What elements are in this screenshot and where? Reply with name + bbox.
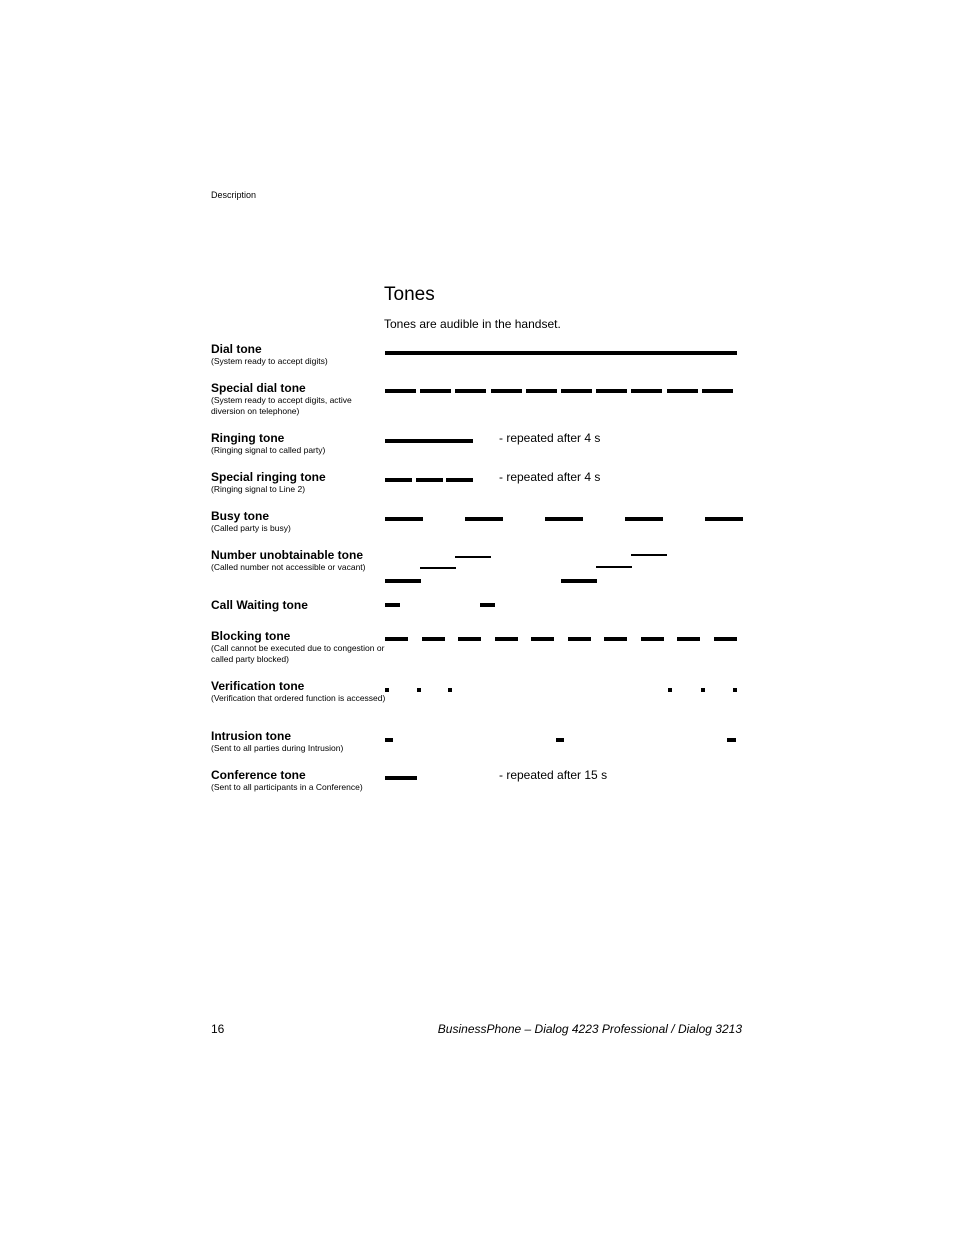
tone-pulse xyxy=(668,688,672,692)
tone-pulse xyxy=(495,637,518,641)
tone-description: (Call cannot be executed due to congestion or called party blocked) xyxy=(211,643,385,664)
tone-pulse xyxy=(545,517,583,521)
tone-pulse xyxy=(733,688,737,692)
tone-pulse xyxy=(625,517,663,521)
tone-name: Intrusion tone xyxy=(211,729,291,743)
page-title: Tones xyxy=(384,284,435,305)
tone-name: Busy tone xyxy=(211,509,270,523)
tone-pulse xyxy=(417,688,421,692)
tone-pulse xyxy=(568,637,591,641)
tone-pulse xyxy=(556,738,564,742)
tone-pulse xyxy=(385,478,412,482)
tone-pulse xyxy=(631,554,667,556)
tone-pulse xyxy=(677,637,700,641)
tone-name: Blocking tone xyxy=(211,629,291,643)
tone-pulse xyxy=(455,389,486,393)
tone-description: (Ringing signal to called party) xyxy=(211,445,326,455)
page-number: 16 xyxy=(211,1022,225,1036)
tone-pulse xyxy=(416,478,443,482)
tone-pulse xyxy=(455,556,491,558)
tone-pulse xyxy=(385,637,408,641)
tone-pulse xyxy=(705,517,743,521)
tone-name: Special dial tone xyxy=(211,381,306,395)
tone-name: Conference tone xyxy=(211,768,306,782)
tone-pulse xyxy=(714,637,737,641)
tone-description: (System ready to accept digits, active diversion on telephone) xyxy=(211,395,352,416)
tone-description: (Sent to all parties during Intrusion) xyxy=(211,743,344,753)
tone-pulse xyxy=(631,389,662,393)
tone-pulse xyxy=(385,688,389,692)
tone-pulse xyxy=(491,389,522,393)
tone-name: Number unobtainable tone xyxy=(211,548,364,562)
tone-pulse xyxy=(420,567,456,569)
tone-repeat-note: - repeated after 4 s xyxy=(499,470,601,484)
tone-pulse xyxy=(480,603,495,607)
tone-pulse xyxy=(641,637,664,641)
tone-pulse xyxy=(561,579,597,583)
tone-pulse xyxy=(531,637,554,641)
tone-name: Special ringing tone xyxy=(211,470,326,484)
tone-name: Ringing tone xyxy=(211,431,285,445)
section-label: Description xyxy=(211,190,257,200)
tone-pulse xyxy=(385,439,473,443)
tone-description: (Sent to all participants in a Conference) xyxy=(211,782,363,792)
tone-pulse xyxy=(385,389,416,393)
tone-pulse xyxy=(596,389,627,393)
tone-pulse xyxy=(561,389,592,393)
tone-description: (Ringing signal to Line 2) xyxy=(211,484,306,494)
intro-text: Tones are audible in the handset. xyxy=(384,317,561,331)
tone-description: (System ready to accept digits) xyxy=(211,356,328,366)
tone-pulse xyxy=(526,389,557,393)
tone-name: Verification tone xyxy=(211,679,305,693)
tone-pulse xyxy=(385,351,737,355)
tone-description: (Called party is busy) xyxy=(211,523,291,533)
tone-description: (Called number not accessible or vacant) xyxy=(211,562,366,572)
tone-pulse xyxy=(385,603,400,607)
tone-pulse xyxy=(701,688,705,692)
tone-pulse xyxy=(702,389,733,393)
tone-repeat-note: - repeated after 4 s xyxy=(499,431,601,445)
tone-pulse xyxy=(458,637,481,641)
tone-name: Call Waiting tone xyxy=(211,598,308,612)
tone-description: (Verification that ordered function is accessed) xyxy=(211,693,386,703)
tone-pulse xyxy=(385,517,423,521)
tone-pulse xyxy=(422,637,445,641)
tone-pulse xyxy=(727,738,736,742)
tone-pulse xyxy=(385,776,417,780)
footer-document-title: BusinessPhone – Dialog 4223 Professional / Dialog 3213 xyxy=(437,1022,742,1036)
tone-pulse xyxy=(420,389,451,393)
tone-pulse xyxy=(667,389,698,393)
tone-pulse xyxy=(465,517,503,521)
tone-pulse xyxy=(448,688,452,692)
tone-pulse xyxy=(446,478,473,482)
tone-pulse xyxy=(604,637,627,641)
tone-pulse xyxy=(596,566,632,568)
tone-name: Dial tone xyxy=(211,342,262,356)
tone-repeat-note: - repeated after 15 s xyxy=(499,768,608,782)
tone-pulse xyxy=(385,579,421,583)
tone-pulse xyxy=(385,738,393,742)
